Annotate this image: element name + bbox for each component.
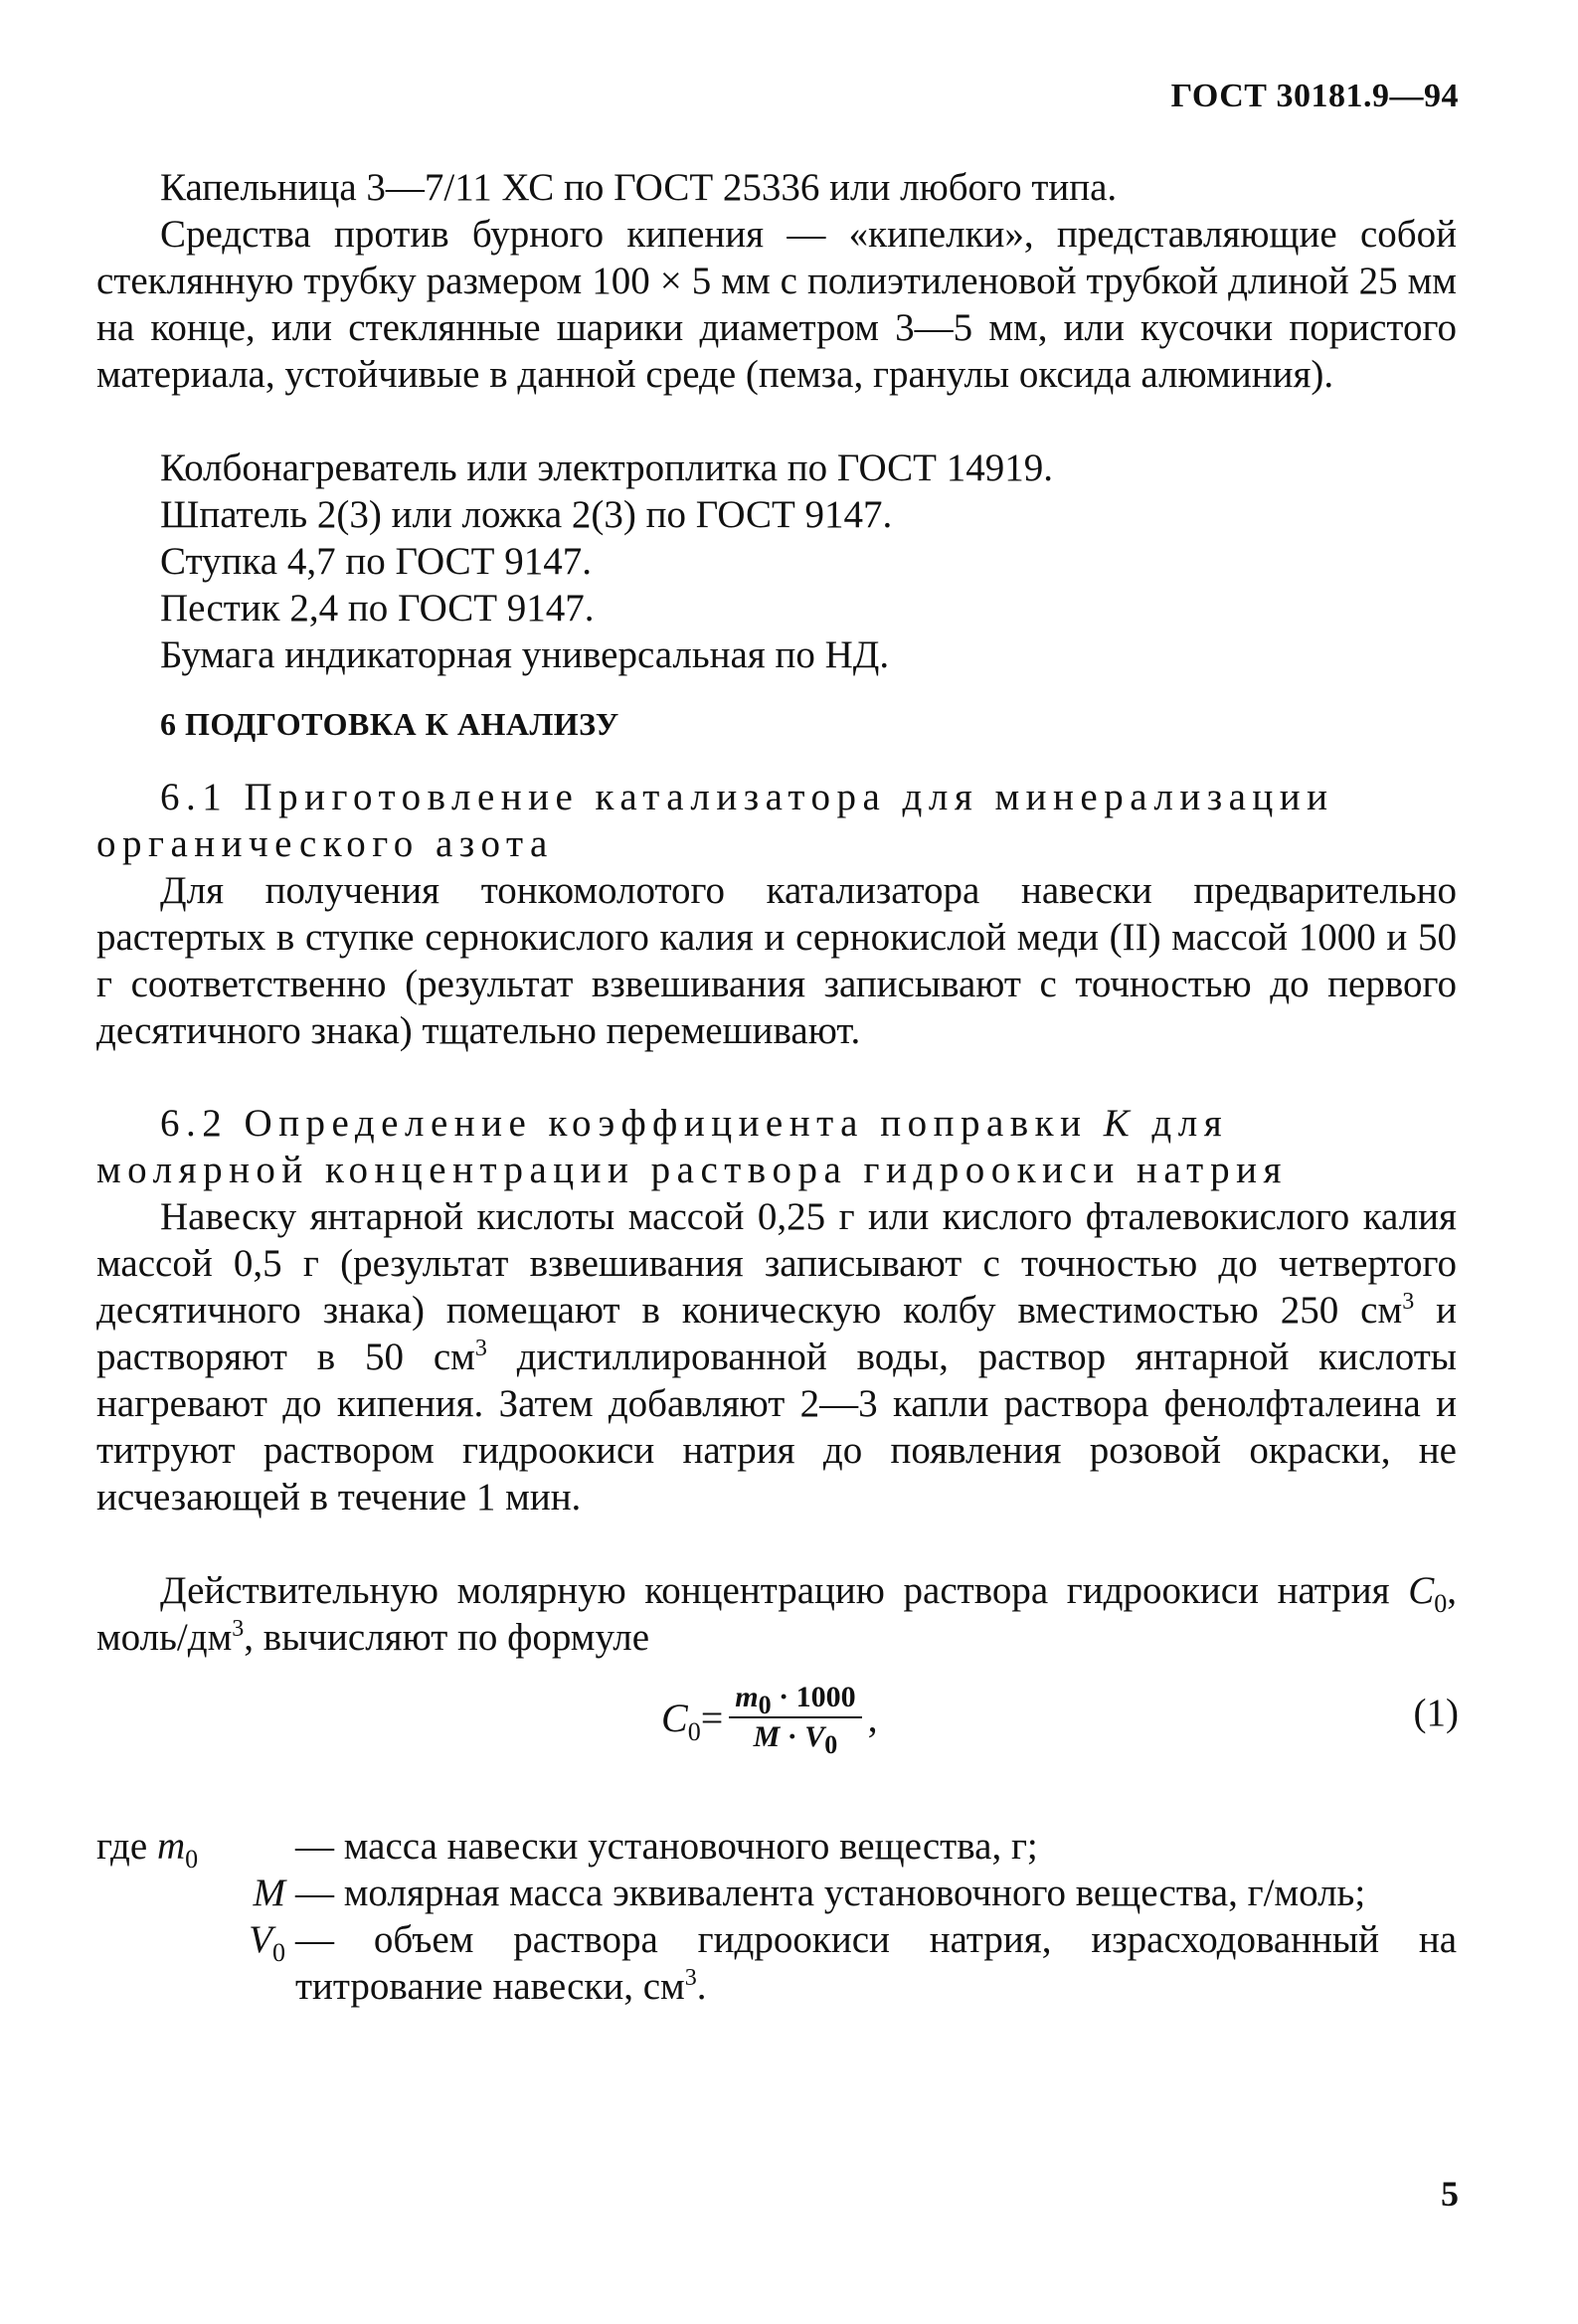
formula-intro (96, 1567, 1457, 1661)
formula-intro-c: , вычисляют по формуле (244, 1616, 650, 1659)
formula-comma: , (867, 1695, 878, 1740)
c0-symbol: C (1408, 1569, 1435, 1612)
sym-m-sub: 0 (185, 1844, 199, 1874)
paragraph-spatula: Шпатель 2(3) или ложка 2(3) по ГОСТ 9147. (160, 493, 893, 536)
sym-V: V (249, 1918, 272, 1961)
den-dot: · (780, 1720, 805, 1753)
subsection-6-1-text: Для получения тонкомолотого катализатора навески предварительно растертых в ступке сернокислого калия и сернокислой меди (II) массой 1000 и 50 г соответственно (результат взвешивания записывают с точностью до первого десятичного знака) тщательно перемешивают. (96, 869, 1457, 1052)
definition-M (96, 1870, 1457, 1916)
den-v: V (804, 1720, 825, 1753)
definition-V0-text (295, 1916, 1457, 2010)
s62-text-b: и растворяют в 50 см (96, 1289, 1457, 1378)
formula-denominator (748, 1718, 844, 1759)
paragraph-indicator-paper: Бумага индикаторная универсальная по НД. (160, 633, 890, 676)
num-m-sub: 0 (758, 1691, 772, 1719)
definitions-list (96, 1823, 1457, 2010)
formula-intro-a: Действительную молярную концентрацию раствора гидроокиси натрия (160, 1569, 1409, 1612)
definition-m0-symbol (96, 1823, 295, 1874)
subsection-6-2-title-a: 6.2 Определение коэффициента поправки (160, 1102, 1088, 1145)
definition-M-symbol (96, 1870, 295, 1916)
den-v-sub: 0 (824, 1730, 838, 1759)
coefficient-k: К (1103, 1102, 1137, 1145)
definition-m0 (96, 1823, 1457, 1874)
sup-cm3-c: 3 (684, 1965, 697, 1991)
sup-cm3-b: 3 (474, 1336, 487, 1361)
num-m: m (735, 1681, 759, 1713)
formula-c: C (661, 1695, 688, 1740)
definition-where: где (96, 1825, 157, 1868)
c0-subscript: 0 (1434, 1588, 1448, 1618)
standard-code-header: ГОСТ 30181.9—94 (1170, 78, 1459, 114)
definition-V0-symbol (96, 1916, 295, 2010)
sup-cm3-a: 3 (1402, 1289, 1415, 1315)
page-number: 5 (1441, 2174, 1459, 2214)
num-rest: · 1000 (771, 1681, 856, 1713)
s62-text-a: Навеску янтарной кислоты массой 0,25 г или кислого фталевокислого калия массой 0,5 г (результат взвешивания записывают с точностью до четвертого десятичного знака) помещают в коническую колбу вместимостью 250 см (96, 1195, 1457, 1332)
sym-V-sub: 0 (272, 1937, 285, 1967)
formula-lhs (661, 1695, 701, 1746)
den-m: M (753, 1720, 781, 1753)
definition-end: . (696, 1965, 707, 2008)
definition-V0-text-body: — объем раствора гидроокиси натрия, израсходованный на титрование навески, см (295, 1918, 1457, 2008)
subsection-6-2-title (96, 1100, 1457, 1193)
sym-M: M (253, 1872, 285, 1914)
definition-V0 (96, 1916, 1457, 2010)
paragraph-dropper: Капельница 3—7/11 ХС по ГОСТ 25336 или любого типа. (160, 166, 1118, 209)
equation-number: (1) (1413, 1692, 1459, 1734)
subsection-6-1-title: 6.1 Приготовление катализатора для минерализации органического азота (96, 776, 1334, 865)
formula-numerator (729, 1681, 861, 1718)
definition-m0-text: — масса навески установочного вещества, г; (295, 1825, 1038, 1868)
paragraph-anti-bumping: Средства против бурного кипения — «кипелки», представляющие собой стеклянную трубку размером 100 × 5 мм с полиэтиленовой трубкой длиной 25 мм на конце, или стеклянные шарики диаметром 3—5 мм, или кусочки пористого материала, устойчивые в данной среде (пемза, гранулы оксида алюминия). (96, 213, 1457, 396)
formula-intro-b: , моль/дм (96, 1569, 1457, 1659)
paragraph-heater: Колбонагреватель или электроплитка по ГОСТ 14919. (160, 447, 1053, 489)
formula-1 (661, 1681, 878, 1759)
subsection-6-2-text (96, 1193, 1457, 1520)
paragraph-pestle: Пестик 2,4 по ГОСТ 9147. (160, 587, 595, 629)
sym-m: m (156, 1825, 186, 1868)
section-6-heading: 6 ПОДГОТОВКА К АНАЛИЗУ (160, 706, 619, 742)
definition-M-text: — молярная масса эквивалента установочного вещества, г/моль; (295, 1872, 1366, 1914)
subsection-6-2-title-b: для молярной концентрации раствора гидроокиси натрия (96, 1102, 1288, 1191)
formula-fraction (729, 1681, 861, 1759)
formula-equals: = (700, 1695, 724, 1740)
sup-dm3: 3 (232, 1616, 245, 1642)
paragraph-mortar: Ступка 4,7 по ГОСТ 9147. (160, 540, 592, 583)
s62-text-c: дистиллированной воды, раствор янтарной кислоты нагревают до кипения. Затем добавляют 2—3 капли раствора фенолфталеина и титруют раствором гидроокиси натрия до появления розовой окраски, не исчезающей в течение 1 мин. (96, 1336, 1457, 1519)
formula-c-sub: 0 (687, 1716, 701, 1746)
